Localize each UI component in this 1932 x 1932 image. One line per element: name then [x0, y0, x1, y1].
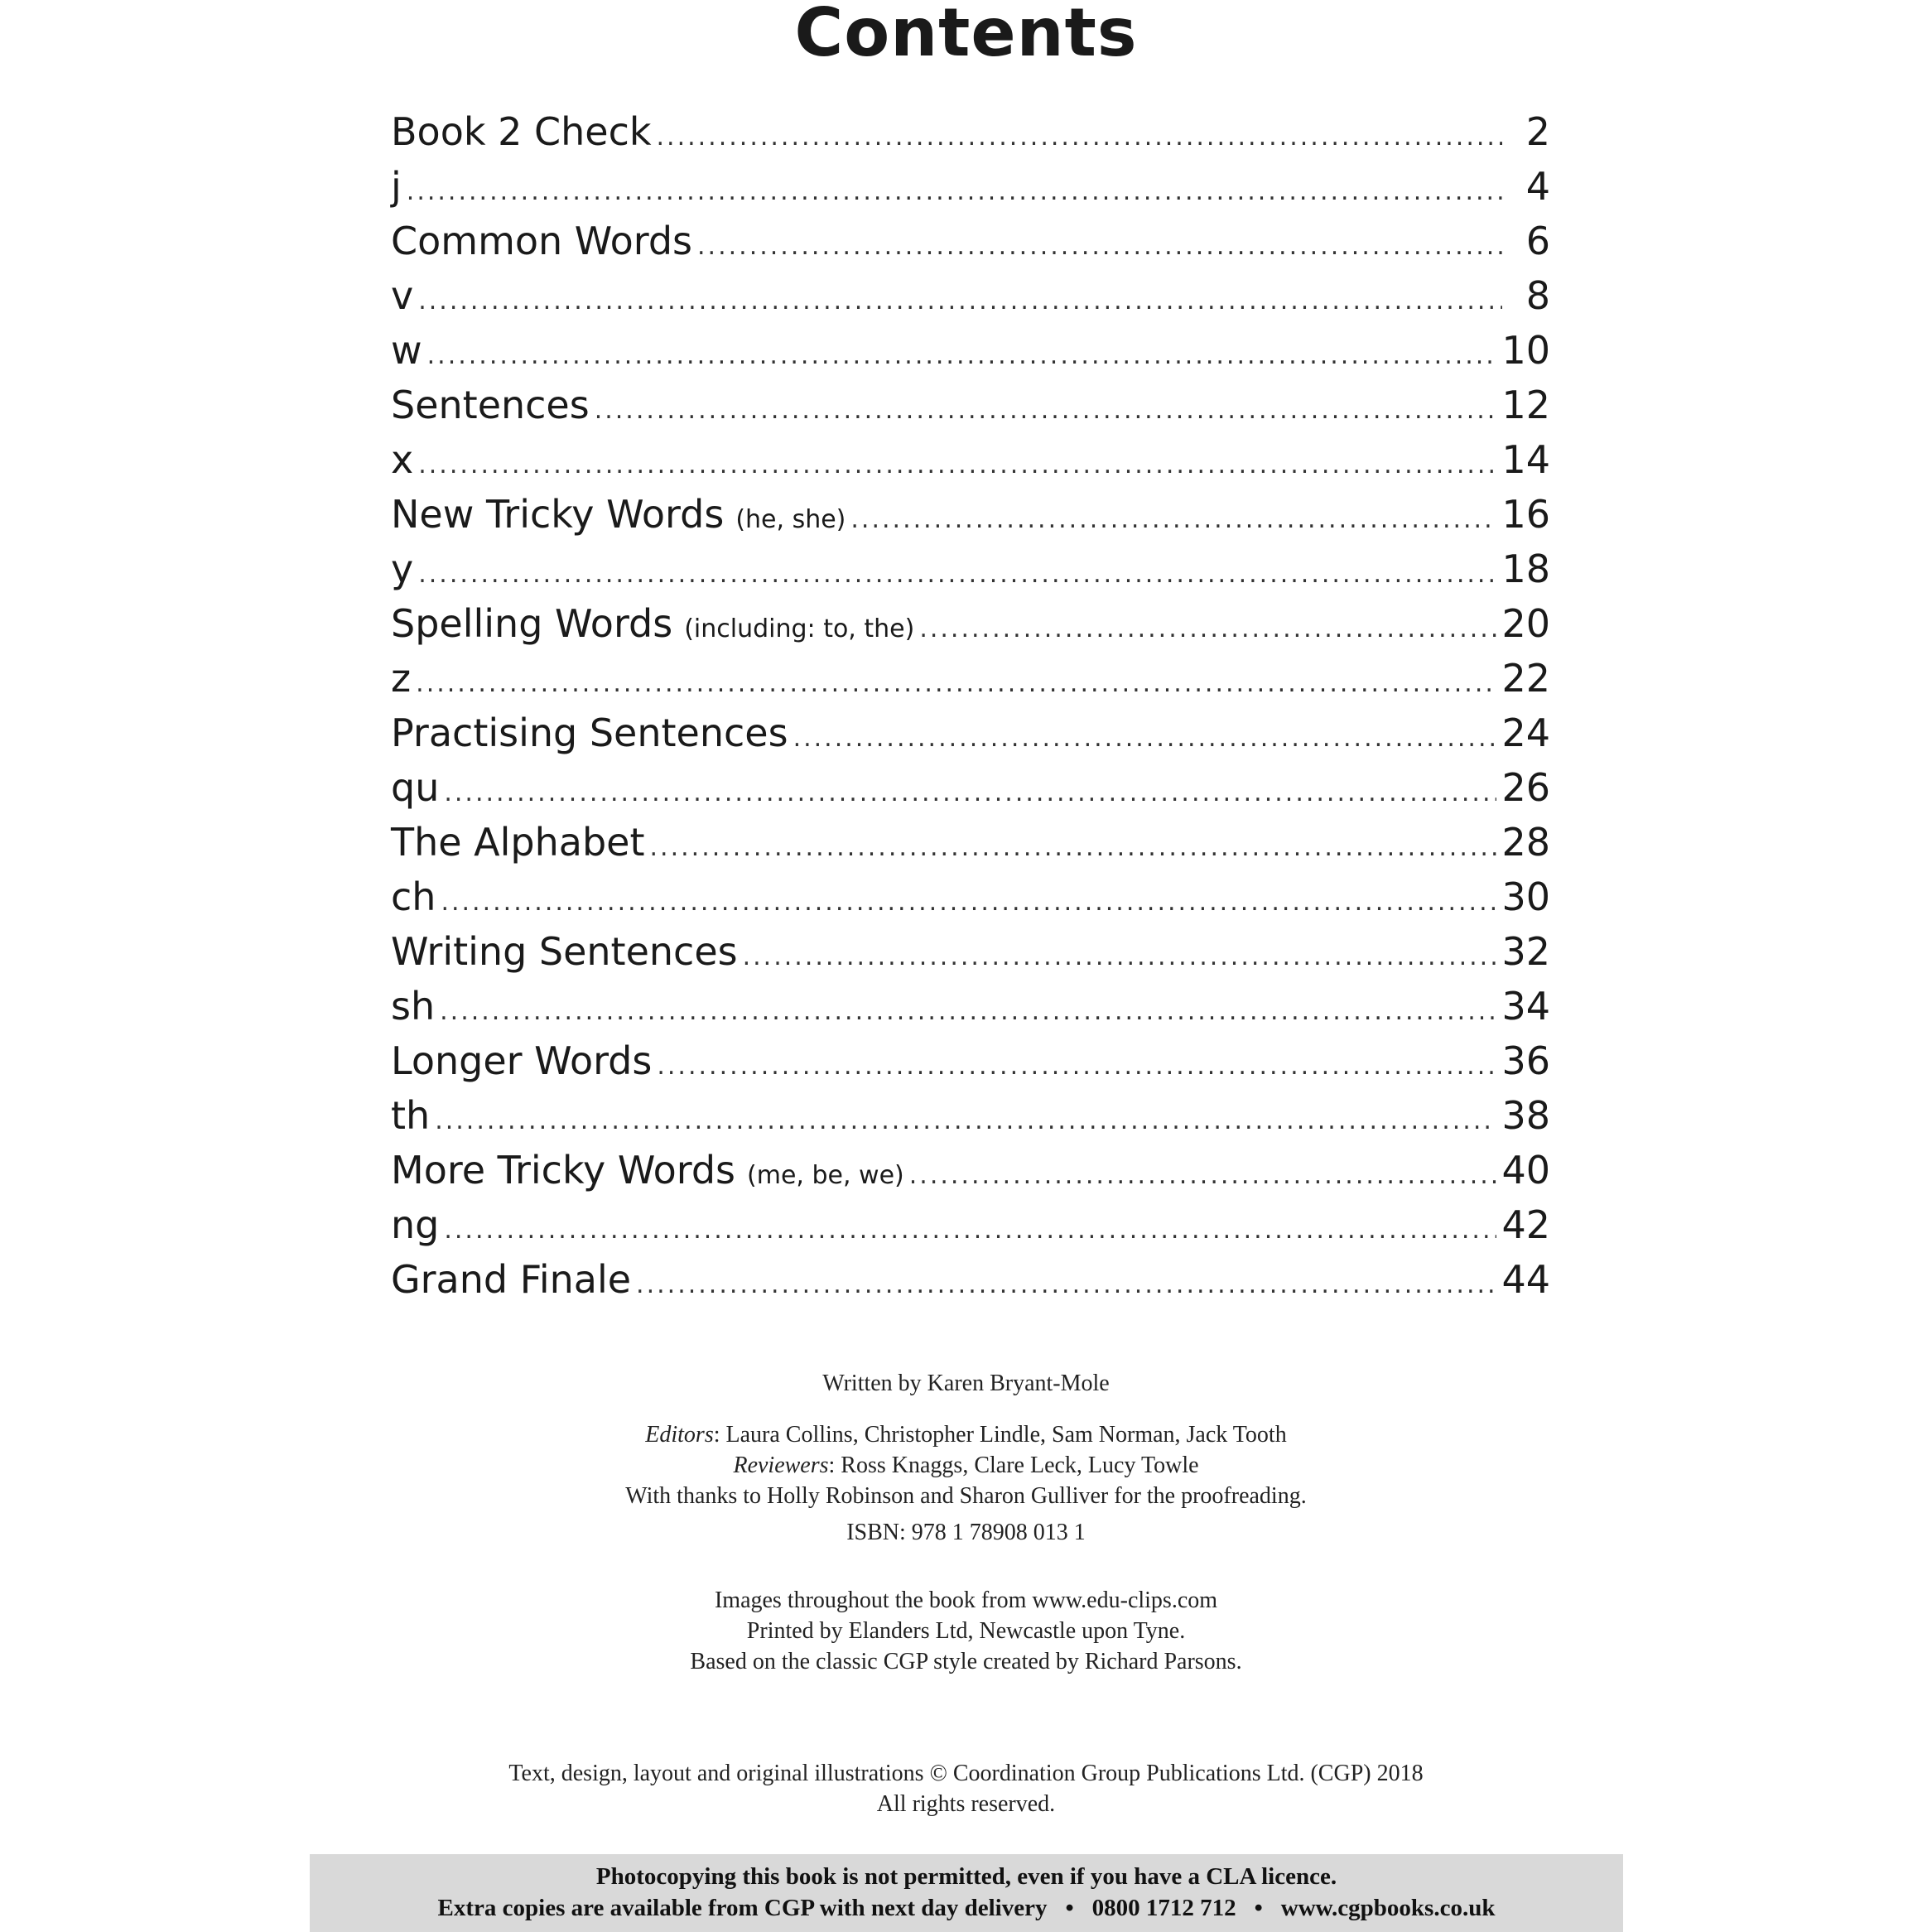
toc-entry-label	[391, 542, 413, 596]
dot-leader	[444, 1203, 1496, 1258]
dot-leader	[595, 383, 1497, 438]
delivery-text: Extra copies are available from CGP with next day delivery	[437, 1895, 1048, 1921]
toc-entry-title: More Tricky Words	[391, 1148, 736, 1192]
toc-entry	[391, 323, 1550, 378]
toc-entry	[391, 268, 1550, 323]
toc-entry	[391, 706, 1550, 760]
toc-entry-title: New Tricky Words	[391, 492, 725, 537]
toc-page-number: 12	[1501, 383, 1550, 427]
toc-entry	[391, 924, 1550, 979]
dot-leader	[650, 821, 1497, 875]
toc-page-number: 24	[1501, 711, 1550, 755]
author-line: Written by Karen Bryant-Mole	[822, 1371, 1110, 1396]
toc-page-number: 22	[1501, 656, 1550, 701]
dot-leader	[441, 875, 1496, 930]
copyright-line: Text, design, layout and original illustrations © Coordination Group Publications Ltd. (CGP) 2018	[508, 1761, 1424, 1786]
toc-page-number: 10	[1501, 328, 1550, 373]
toc-entry-title: x	[391, 437, 414, 482]
isbn-credit	[0, 1517, 1932, 1548]
toc-entry-label	[391, 1143, 904, 1203]
toc-entry-title: v	[391, 273, 414, 318]
dot-leader	[444, 766, 1496, 821]
toc-entry-title: Writing Sentences	[391, 929, 738, 974]
toc-entry-label	[391, 1197, 439, 1252]
toc-entry-title: Grand Finale	[391, 1257, 632, 1302]
dot-leader	[919, 602, 1496, 657]
dot-leader	[636, 1258, 1496, 1313]
photocopy-notice: Photocopying this book is not permitted, even if you have a CLA licence.	[595, 1863, 1337, 1890]
toc-entry-title: ng	[391, 1202, 440, 1247]
toc-entry	[391, 1088, 1550, 1143]
toc-entry	[391, 1252, 1550, 1307]
footer-band	[310, 1854, 1623, 1932]
toc-entry-label	[391, 651, 411, 706]
dot-leader	[435, 1094, 1496, 1149]
toc-page-number: 28	[1501, 820, 1550, 865]
toc-entry-label	[391, 596, 914, 657]
toc-entry-label	[391, 815, 645, 870]
dot-leader	[418, 438, 1496, 493]
dot-leader	[416, 657, 1496, 711]
toc-entry-title: Longer Words	[391, 1038, 653, 1083]
images-line: Images throughout the book from www.edu-clips.com	[714, 1588, 1218, 1613]
toc-entry-label	[391, 1033, 652, 1088]
isbn-line: ISBN: 978 1 78908 013 1	[846, 1520, 1086, 1545]
editors-names: : Laura Collins, Christopher Lindle, Sam Norman, Jack Tooth	[713, 1422, 1287, 1448]
toc-entry	[391, 760, 1550, 815]
dot-leader	[909, 1149, 1497, 1203]
toc-entry-label	[391, 1252, 631, 1307]
reviewers-label: Reviewers	[733, 1453, 829, 1478]
dot-leader	[427, 329, 1497, 383]
toc-entry-title: qu	[391, 765, 440, 810]
toc-entry-title: j	[391, 164, 402, 209]
production-credit	[0, 1585, 1932, 1677]
toc-entry	[391, 979, 1550, 1033]
toc-entry-title: sh	[391, 984, 436, 1029]
toc-entry-label	[391, 214, 692, 268]
style-line: Based on the classic CGP style created by Richard Parsons.	[690, 1649, 1242, 1674]
phone-number: 0800 1712 712	[1091, 1895, 1236, 1921]
toc-entry	[391, 487, 1550, 542]
editors-label: Editors	[645, 1422, 714, 1448]
toc-entry	[391, 815, 1550, 870]
copyright-credit	[0, 1758, 1932, 1819]
toc-page-number: 36	[1501, 1038, 1550, 1083]
toc-entry-label	[391, 760, 439, 815]
dot-leader	[440, 985, 1496, 1039]
toc-entry-title: Sentences	[391, 383, 590, 427]
page-title: Contents	[794, 0, 1138, 71]
toc-entry-title: y	[391, 547, 414, 591]
toc-entry	[391, 378, 1550, 432]
toc-entry-title: z	[391, 656, 412, 701]
dot-leader	[418, 547, 1496, 602]
toc-page-number: 20	[1501, 601, 1550, 646]
thanks-line: With thanks to Holly Robinson and Sharon Gulliver for the proofreading.	[625, 1483, 1307, 1509]
author-credit	[0, 1368, 1932, 1399]
toc-entry-title: Book 2 Check	[391, 109, 652, 154]
toc-entry-label	[391, 159, 402, 214]
printer-line: Printed by Elanders Ltd, Newcastle upon Tyne.	[746, 1618, 1186, 1644]
table-of-contents	[391, 104, 1550, 1307]
dot-leader	[697, 219, 1502, 274]
toc-entry	[391, 1143, 1550, 1197]
toc-entry-label	[391, 870, 436, 924]
toc-entry-label	[391, 979, 435, 1033]
toc-entry-title: w	[391, 328, 422, 373]
toc-entry	[391, 1197, 1550, 1252]
toc-entry-label	[391, 432, 413, 487]
toc-entry-title: Practising Sentences	[391, 711, 788, 755]
toc-page-number: 4	[1525, 164, 1550, 209]
toc-entry-label	[391, 706, 788, 760]
toc-entry	[391, 104, 1550, 159]
dot-leader	[850, 493, 1496, 547]
toc-entry	[391, 870, 1550, 924]
toc-entry	[391, 214, 1550, 268]
toc-entry-title: The Alphabet	[391, 820, 645, 865]
dot-leader	[418, 274, 1502, 329]
toc-page-number: 2	[1525, 109, 1550, 154]
rights-line: All rights reserved.	[876, 1791, 1056, 1817]
dot-leader	[743, 930, 1497, 985]
reviewers-line	[0, 1450, 1932, 1481]
toc-page-number: 32	[1501, 929, 1550, 974]
toc-page-number: 42	[1501, 1202, 1550, 1247]
toc-page-number: 26	[1501, 765, 1550, 810]
toc-entry-label	[391, 378, 590, 432]
reviewers-names: : Ross Knaggs, Clare Leck, Lucy Towle	[828, 1453, 1199, 1478]
toc-entry-title: Common Words	[391, 219, 693, 263]
toc-entry-title: Spelling Words	[391, 601, 673, 646]
toc-page-number: 30	[1501, 874, 1550, 919]
toc-page-number: 44	[1501, 1257, 1550, 1302]
toc-entry	[391, 432, 1550, 487]
toc-entry-note: (including: to, the)	[684, 614, 915, 643]
toc-entry-label	[391, 323, 422, 378]
dot-leader	[657, 1039, 1496, 1094]
toc-entry-label	[391, 487, 846, 547]
editors-line	[0, 1419, 1932, 1450]
toc-entry-label	[391, 268, 413, 323]
toc-entry	[391, 159, 1550, 214]
contributors-credit	[0, 1419, 1932, 1511]
bullet-separator: •	[1254, 1895, 1263, 1921]
toc-page-number: 34	[1501, 984, 1550, 1029]
toc-page-number: 40	[1501, 1148, 1550, 1192]
toc-page-number: 18	[1501, 547, 1550, 591]
toc-entry-note: (he, she)	[735, 505, 846, 534]
toc-entry	[391, 1033, 1550, 1088]
toc-entry	[391, 596, 1550, 651]
toc-entry	[391, 651, 1550, 706]
order-line	[310, 1892, 1623, 1924]
toc-entry-note: (me, be, we)	[747, 1161, 904, 1190]
toc-page-number: 8	[1525, 273, 1550, 318]
dot-leader	[657, 110, 1503, 165]
toc-entry-label	[391, 924, 738, 979]
bullet-separator: •	[1065, 1895, 1074, 1921]
dot-leader	[793, 711, 1497, 766]
toc-entry-label	[391, 1088, 430, 1143]
toc-entry	[391, 542, 1550, 596]
toc-page-number: 6	[1525, 219, 1550, 263]
website-link[interactable]: www.cgpbooks.co.uk	[1280, 1895, 1496, 1921]
toc-page-number: 38	[1501, 1093, 1550, 1138]
toc-page-number: 14	[1501, 437, 1550, 482]
toc-entry-title: th	[391, 1093, 431, 1138]
toc-entry-title: ch	[391, 874, 436, 919]
toc-entry-label	[391, 104, 652, 159]
toc-page-number: 16	[1501, 492, 1550, 537]
dot-leader	[407, 165, 1502, 219]
